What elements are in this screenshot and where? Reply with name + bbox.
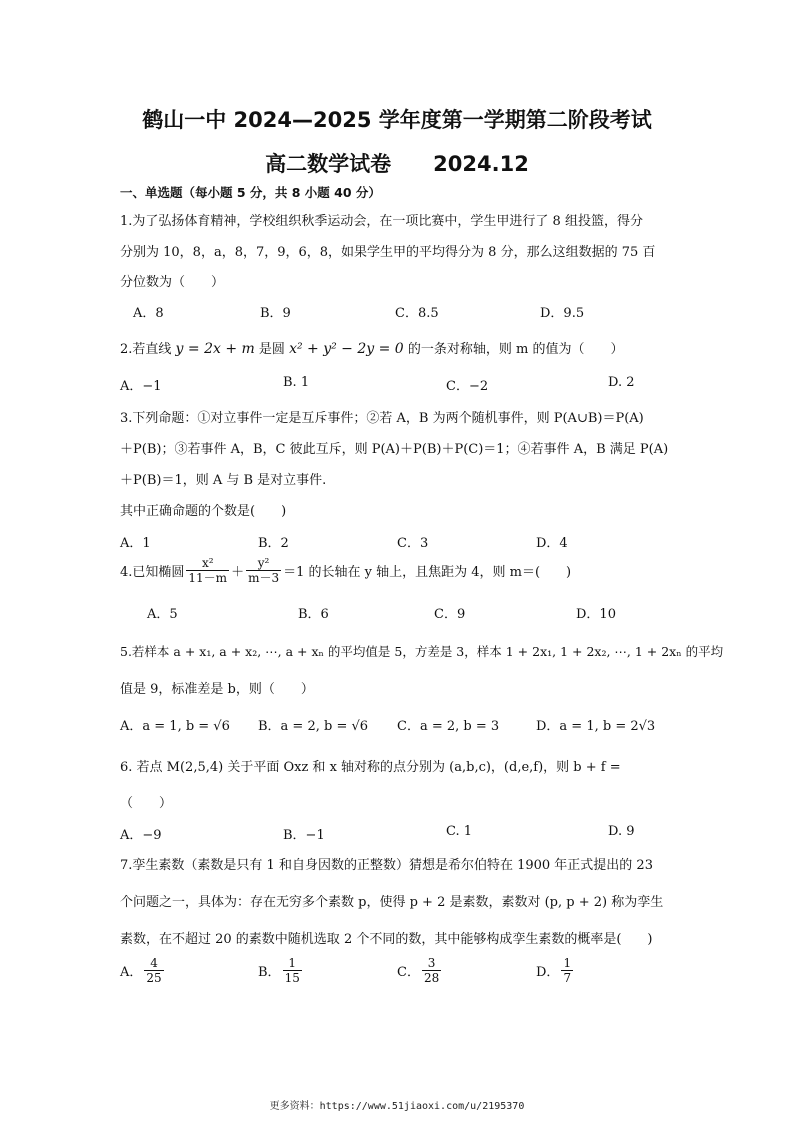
q2-circle-equation: x² + y² − 2y = 0 <box>289 341 404 357</box>
exam-title: 鹤山一中 2024—2025 学年度第一学期第二阶段考试 <box>142 108 652 132</box>
q7-d-numerator: 1 <box>563 956 572 970</box>
q7-option-a-label: A． <box>120 965 143 980</box>
q3-line-2: ＋P(B)；③若事件 A，B，C 彼此互斥，则 P(A)＋P(B)＋P(C)＝1；④若事件 A，B 满足 P(A) <box>120 442 669 457</box>
q5-option-c: C．a = 2, b = 3 <box>397 719 500 734</box>
q4-frac1-numerator: x² <box>186 556 229 571</box>
q3-option-d: D．4 <box>536 536 568 551</box>
q6-line-1: 6. 若点 M(2,5,4) 关于平面 Oxz 和 x 轴对称的点分别为 (a,b,c)，(d,e,f)，则 b + f = <box>120 760 621 775</box>
q2-option-c: C．−2 <box>446 379 489 394</box>
q4-stem <box>120 556 571 585</box>
q6-option-b: B．−1 <box>283 828 325 843</box>
q2-mid: 是圆 <box>254 342 290 357</box>
q4-prefix: 4.已知椭圆 <box>120 565 185 580</box>
section-heading: 一、单选题（每小题 5 分，共 8 小题 40 分） <box>120 185 381 200</box>
q4-option-d: D．10 <box>576 607 616 622</box>
q5-option-d: D．a = 1, b = 2√3 <box>536 719 656 734</box>
q3-line-4: 其中正确命题的个数是( ) <box>120 504 287 519</box>
q7-option-b-label: B． <box>258 965 281 980</box>
exam-subtitle: 高二数学试卷 2024.12 <box>265 152 529 176</box>
q7-line-3: 素数，在不超过 20 的素数中随机选取 2 个不同的数，其中能够构成孪生素数的概率是( ) <box>120 932 653 947</box>
q4-suffix: ＝1 的长轴在 y 轴上，且焦距为 4，则 m＝( ) <box>283 565 572 580</box>
q2-option-d: D. 2 <box>608 375 635 390</box>
q7-c-numerator: 3 <box>422 956 441 971</box>
q2-suffix: 的一条对称轴，则 m 的值为（ ） <box>403 342 624 357</box>
q7-d-denominator: 7 <box>563 971 572 985</box>
q3-option-a: A．1 <box>120 536 151 551</box>
q1-option-c: C．8.5 <box>395 306 439 321</box>
q4-frac1-denominator: 11－m <box>188 571 228 585</box>
q1-option-b: B．9 <box>260 306 291 321</box>
q5-line-2: 值是 9，标准差是 b，则（ ） <box>120 682 314 697</box>
q2-line-equation: y = 2x + m <box>175 341 255 357</box>
q7-b-denominator: 15 <box>284 971 300 985</box>
q7-a-numerator: 4 <box>144 956 163 971</box>
q4-plus: ＋ <box>231 565 245 580</box>
q7-option-b-fraction <box>283 956 302 985</box>
q7-b-numerator: 1 <box>283 956 302 971</box>
q2-option-b: B. 1 <box>283 375 310 390</box>
q4-frac2-denominator: m－3 <box>248 571 280 585</box>
q5-option-b: B．a = 2, b = √6 <box>258 719 369 734</box>
footer-link[interactable]: 更多资料：https://www.51jiaoxi.com/u/2195370 <box>269 1101 525 1112</box>
q7-a-denominator: 25 <box>146 971 162 985</box>
q4-option-c: C．9 <box>434 607 466 622</box>
q7-option-d-fraction <box>561 956 573 985</box>
q4-fraction-1 <box>186 556 229 585</box>
q7-option-c <box>397 956 443 985</box>
q6-option-c: C. 1 <box>446 824 473 839</box>
q7-option-d <box>536 956 575 985</box>
q3-option-c: C．3 <box>397 536 429 551</box>
q3-line-1: 3.下列命题：①对立事件一定是互斥事件；②若 A，B 为两个随机事件，则 P(A∪B)＝P(A) <box>120 411 644 426</box>
q7-option-a <box>120 956 166 985</box>
q7-option-c-label: C． <box>397 965 420 980</box>
q1-line-3: 分位数为（ ） <box>120 275 225 290</box>
q3-line-3: ＋P(B)＝1，则 A 与 B 是对立事件. <box>120 473 327 488</box>
q1-option-a: A．8 <box>133 306 164 321</box>
q4-option-a: A．5 <box>147 607 178 622</box>
q2-stem <box>120 338 623 357</box>
q4-frac2-numerator: y² <box>246 556 281 571</box>
q5-option-a: A．a = 1, b = √6 <box>120 719 230 734</box>
q2-prefix: 2.若直线 <box>120 342 176 357</box>
q7-line-1: 7.孪生素数（素数是只有 1 和自身因数的正整数）猜想是希尔伯特在 1900 年正式提出的 23 <box>120 858 653 873</box>
q2-option-a: A．−1 <box>120 379 162 394</box>
q5-line-1: 5.若样本 a + x₁, a + x₂, ⋯, a + xₙ 的平均值是 5，方差是 3，样本 1 + 2x₁, 1 + 2x₂, ⋯, 1 + 2xₙ 的平均 <box>120 644 724 659</box>
q7-line-2: 个问题之一，具体为：存在无穷多个素数 p，使得 p + 2 是素数，素数对 (p, p + 2) 称为孪生 <box>120 895 664 910</box>
q6-line-2: （ ） <box>120 796 173 811</box>
q7-option-b <box>258 956 304 985</box>
q1-line-2: 分别为 10，8，a，8，7，9，6，8，如果学生甲的平均得分为 8 分，那么这组数据的 75 百 <box>120 245 656 260</box>
q3-option-b: B．2 <box>258 536 289 551</box>
q1-option-d: D．9.5 <box>540 306 585 321</box>
q4-fraction-2 <box>246 556 281 585</box>
q7-c-denominator: 28 <box>423 971 440 985</box>
q6-option-a: A．−9 <box>120 828 162 843</box>
q6-option-d: D. 9 <box>608 824 635 839</box>
q7-option-a-fraction <box>144 956 163 985</box>
q4-option-b: B．6 <box>298 607 329 622</box>
q7-option-d-label: D． <box>536 965 560 980</box>
q1-line-1: 1.为了弘扬体育精神，学校组织秋季运动会，在一项比赛中，学生甲进行了 8 组投篮，得分 <box>120 214 643 229</box>
q7-option-c-fraction <box>422 956 441 985</box>
